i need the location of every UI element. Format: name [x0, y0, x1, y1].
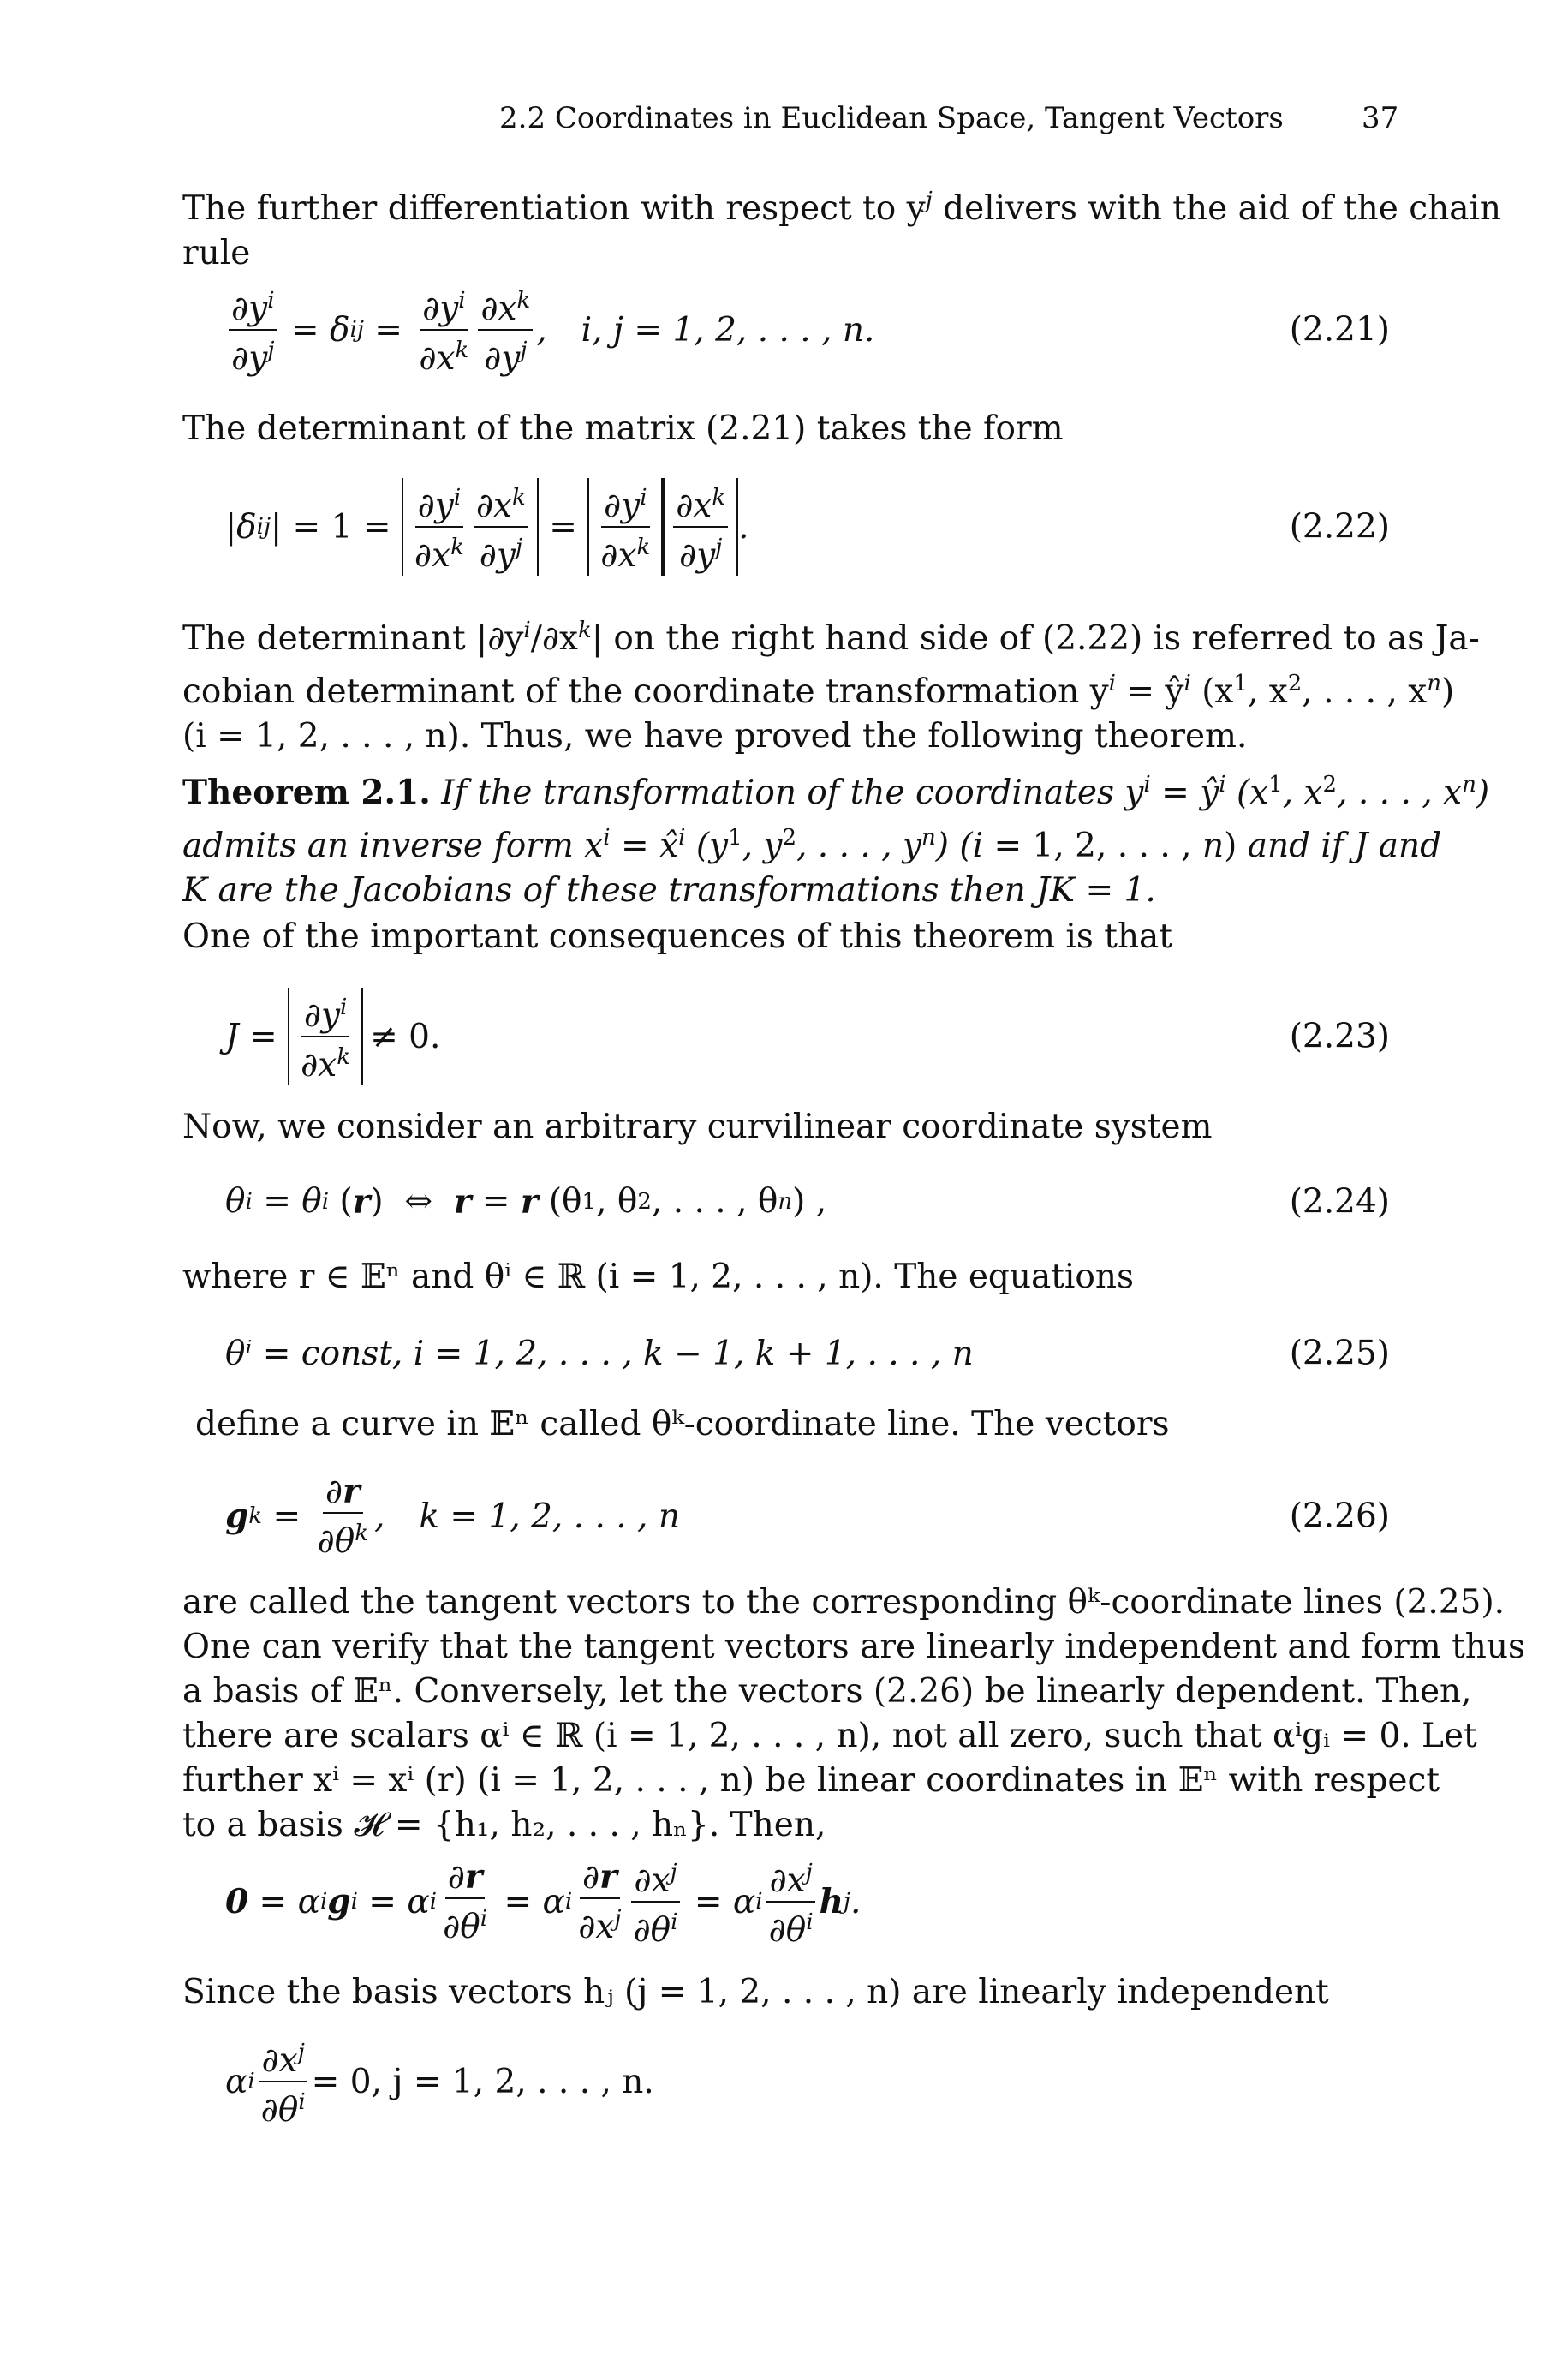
paragraph-4: [182, 915, 1390, 959]
theorem-line2: admits an inverse form x: [182, 827, 604, 865]
equation-2-23: [182, 985, 1390, 1088]
equation-independence: [182, 2030, 1390, 2133]
paragraph-1: [182, 178, 1502, 276]
equation-2-26-label: (2.26): [1289, 1497, 1390, 1536]
paragraph-9: [182, 1970, 1390, 2015]
equation-2-25-body: θⁱ = const, i = 1, 2, . . . , k − 1, k + 1, . . . , n: [225, 1334, 974, 1373]
para3-text-a: on the right hand side of (2.22) is referred to as Ja-: [613, 619, 1480, 658]
equation-2-26-condition: k = 1, 2, . . . , n: [419, 1497, 680, 1536]
equation-independence-condition: = 0, j = 1, 2, . . . , n.: [311, 2062, 654, 2101]
paragraph-6: [182, 1255, 1390, 1300]
para1-text-b: delivers with the aid of the chain: [932, 189, 1502, 228]
paragraph-7: [195, 1402, 1403, 1447]
equation-basis-expansion: [182, 1850, 1390, 1953]
equation-2-24-body: θ i = θ i ( r ) ⇔ r = r (θ 1 , θ 2 , . . . , θ n ) ,: [225, 1181, 827, 1222]
para8-line3: a basis of 𝔼ⁿ. Conversely, let the vectors (2.26) be linearly dependent. Then,: [182, 1672, 1472, 1711]
equation-2-24: [182, 1161, 1390, 1242]
page-number: 37: [1362, 101, 1399, 135]
para8-line2: One can verify that the tangent vectors are linearly independent and form thus: [182, 1628, 1526, 1666]
para3-text-b: cobian determinant of the coordinate transformation y: [182, 672, 1109, 711]
equation-2-22: [182, 475, 1390, 578]
para4-line: One of the important consequences of this theorem is that: [182, 917, 1172, 956]
equation-independence-body: α i $\frac{\partial x^j}{\partial\theta^i}$ = 0, j = 1, 2, . . . , n.: [225, 2030, 654, 2133]
equation-2-22-body: |δ ij | = 1 = $\frac{\partial y^i}{\partial x^k}$ $\frac{\partial x^k}{\partial y^j}$ = $\frac{\partial y^i}{\partial x^k}$ $\frac{\partial x^k}{\partial y^j}$ .: [225, 475, 749, 578]
para8-line5: further xⁱ = xⁱ (r) (i = 1, 2, . . . , n) be linear coordinates in 𝔼ⁿ with respect: [182, 1761, 1440, 1800]
theorem-line3: K are the Jacobians of these transformations then JK = 1.: [182, 871, 1156, 910]
equation-2-24-label: (2.24): [1289, 1182, 1390, 1221]
equation-basis-expansion-body: 0 = α i g i = α i $\frac{\partial r}{\partial\theta^i}$ = α i $\frac{\partial r}{\partial x^j}$ $\frac{\partial x^j}{\partial\theta^i}$ = α i $\frac{\partial x^j}{\partial\theta^i}$ h j .: [225, 1850, 861, 1953]
equation-2-21-body: $\frac{\partial y^i}{\partial y^j}$ = δ ij = $\frac{\partial y^i}{\partial x^k}$ $\frac{\partial x^k}{\partial y^j}$ , i, j = 1, 2, . . . , n.: [225, 278, 874, 381]
paragraph-8: [182, 1580, 1526, 1848]
equation-2-26-body: g k = $\frac{\partial r}{\partial\theta^k}$ , k = 1, 2, . . . , n: [225, 1471, 680, 1561]
paragraph-5: [182, 1105, 1390, 1150]
equation-2-25: [182, 1315, 1390, 1392]
paragraph-2: [182, 407, 1390, 451]
theorem-2-1: Theorem 2.1. If the transformation of the coordinates $y^i$ = $ŷ^i$ ($x^1$, $x^2$, . . . , $x^n$) admits an inverse form $x^i$ = x̂$^i$ ($y^1$, $y^2$, . . . , $y^n$) (i = 1, 2, . . . , n) and if J and K are the Jacobians of these transformations then JK = 1.: [182, 762, 1390, 913]
para6-line: where r ∈ 𝔼ⁿ and θⁱ ∈ ℝ (i = 1, 2, . . . , n). The equations: [182, 1258, 1134, 1296]
running-header: 2.2 Coordinates in Euclidean Space, Tangent Vectors: [499, 101, 1284, 135]
para9-line: Since the basis vectors hⱼ (j = 1, 2, . . . , n) are linearly independent: [182, 1973, 1329, 2011]
para8-line1: are called the tangent vectors to the corresponding θᵏ-coordinate lines (2.25).: [182, 1583, 1505, 1622]
equation-2-23-rhs: ≠ 0.: [370, 1017, 441, 1056]
equation-2-25-label: (2.25): [1289, 1334, 1390, 1373]
paragraph-3: The determinant $|\partial y^i/\partial x^k|$ on the right hand side of (2.22) is referred to as Ja- cobian determinant of the coordinate transformation $y^i$ = $ŷ^i$ ($x^1$, $x^2$, . . . , $x^n$) (i = 1, 2, . . . , n). Thus, we have proved the following theorem.: [182, 608, 1390, 759]
para8-line6: to a basis 𝓗 = {h₁, h₂, . . . , hₙ}. Then,: [182, 1806, 826, 1844]
equation-2-21-label: (2.21): [1289, 310, 1390, 350]
para5-line: Now, we consider an arbitrary curvilinear coordinate system: [182, 1108, 1213, 1146]
para2-line: The determinant of the matrix (2.21) takes the form: [182, 409, 1064, 448]
equation-2-22-label: (2.22): [1289, 507, 1390, 547]
theorem-line2b: and if J and: [1247, 827, 1442, 865]
theorem-label: Theorem 2.1.: [182, 773, 431, 812]
equation-2-26: [182, 1465, 1390, 1568]
theorem-line1: If the transformation of the coordinates y: [441, 774, 1144, 812]
equation-2-23-label: (2.23): [1289, 1017, 1390, 1056]
para8-line4: there are scalars αⁱ ∈ ℝ (i = 1, 2, . . . , n), not all zero, such that αⁱgᵢ = 0. Let: [182, 1717, 1477, 1755]
equation-2-23-body: J = $\frac{\partial y^i}{\partial x^k}$ ≠ 0.: [225, 985, 440, 1088]
para1-line2: rule: [182, 234, 251, 272]
para7-line: define a curve in 𝔼ⁿ called θᵏ-coordinate line. The vectors: [195, 1405, 1170, 1443]
equation-2-21: [182, 278, 1390, 381]
para1-sup: j: [925, 188, 933, 213]
para1-text-a: The further differentiation with respect to y: [182, 189, 926, 228]
para3-text-c: (i = 1, 2, . . . , n). Thus, we have proved the following theorem.: [182, 717, 1248, 756]
equation-2-21-condition: i, j = 1, 2, . . . , n.: [581, 310, 875, 350]
para3-det: The determinant |∂y: [182, 619, 524, 658]
